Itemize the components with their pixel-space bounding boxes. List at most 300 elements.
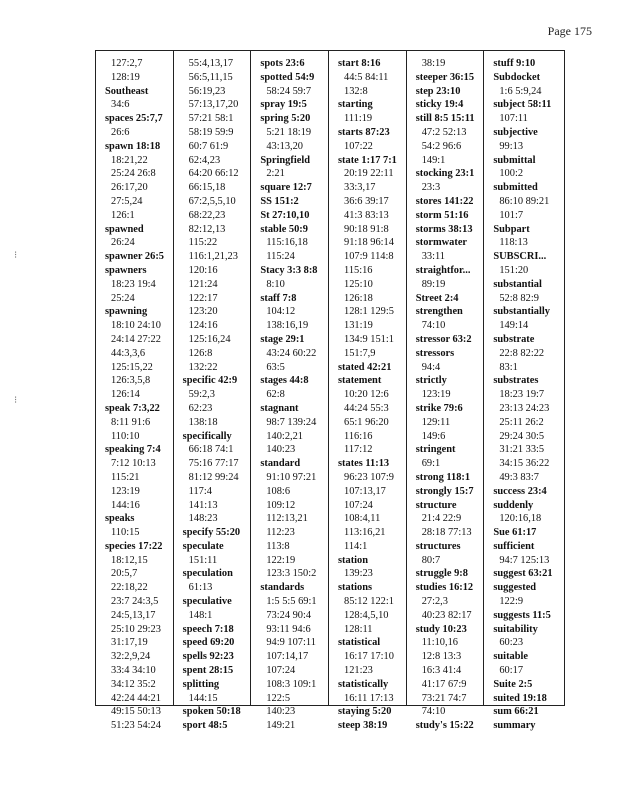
index-locator: 16:11 17:13 <box>344 692 394 704</box>
index-locator: 117:4 <box>188 485 212 497</box>
index-locator: 122:19 <box>266 554 296 566</box>
index-locator: 57:21 58:1 <box>188 113 234 125</box>
index-locator: 96:23 107:9 <box>344 471 394 483</box>
index-locator: 66:18 74:1 <box>188 444 234 456</box>
index-locator: 107:24 <box>344 499 373 511</box>
index-locator: 74:10 <box>421 706 446 718</box>
index-locator: 123:20 <box>188 306 218 318</box>
index-term: Sue 61:17 <box>493 527 537 539</box>
index-locator: 18:12,15 <box>111 554 148 566</box>
index-locator: 123:19 <box>111 485 140 497</box>
index-term: square 12:7 <box>260 182 312 194</box>
index-locator: 33:3,17 <box>344 182 376 194</box>
index-locator: 141:13 <box>188 499 218 511</box>
index-locator: 60:7 61:9 <box>188 140 229 152</box>
index-locator: 11:10,16 <box>421 637 458 649</box>
index-locator: 73:21 74:7 <box>421 692 467 704</box>
index-term: struggle 9:8 <box>415 568 468 580</box>
index-term: study 10:23 <box>415 623 467 635</box>
index-locator: 1:6 5:9,24 <box>499 85 542 97</box>
index-locator: 25:24 <box>111 292 135 304</box>
word-index-table <box>95 50 565 732</box>
index-locator: 117:12 <box>344 444 373 456</box>
index-term: starts 87:23 <box>338 126 390 138</box>
index-locator: 107:13,17 <box>344 485 386 497</box>
index-locator: 58:19 59:9 <box>188 126 234 138</box>
index-term: standards <box>260 582 305 594</box>
index-locator: 47:2 52:13 <box>421 126 467 138</box>
index-term: spawning <box>105 306 148 318</box>
index-locator: 55:4,13,17 <box>188 58 234 69</box>
index-term: stressors <box>415 347 455 359</box>
index-column-5 <box>407 51 485 732</box>
index-locator: 60:17 <box>499 665 524 677</box>
index-locator: 91:18 96:14 <box>344 237 394 249</box>
index-term: spawned <box>105 223 144 235</box>
index-term: structures <box>415 540 461 552</box>
index-term: spawners <box>105 264 147 276</box>
index-locator: 107:9 114:8 <box>344 251 394 263</box>
index-locator: 62:23 <box>188 402 213 414</box>
index-locator: 126:3,5,8 <box>111 375 151 387</box>
index-locator: 8:10 <box>266 278 285 290</box>
index-locator: 24:5,13,17 <box>111 609 156 621</box>
index-locator: 140:2,21 <box>266 430 304 442</box>
index-locator: 65:1 96:20 <box>344 416 389 428</box>
index-term: sufficient <box>493 540 535 552</box>
index-term: steep 38:19 <box>338 720 388 732</box>
index-locator: 2:21 <box>266 168 285 180</box>
index-term: spots 23:6 <box>260 58 305 69</box>
index-term: suggested <box>493 582 537 594</box>
index-locator: 59:2,3 <box>188 389 215 401</box>
index-locator: 54:2 96:6 <box>421 140 462 152</box>
index-locator: 151:20 <box>499 264 529 276</box>
index-locator: 108:6 <box>266 485 291 497</box>
index-locator: 115:22 <box>188 237 218 249</box>
index-locator: 140:23 <box>266 444 296 456</box>
index-term: speculate <box>182 540 224 552</box>
index-locator: 115:24 <box>266 251 295 263</box>
index-term: suitability <box>493 623 538 635</box>
index-term: suitable <box>493 651 529 663</box>
index-term: substrate <box>493 333 535 345</box>
index-term: starting <box>338 99 373 111</box>
index-locator: 94:9 107:11 <box>266 637 316 649</box>
index-term: storms 38:13 <box>415 223 473 235</box>
index-locator: 41:17 67:9 <box>421 678 467 690</box>
index-locator: 112:23 <box>266 527 295 539</box>
index-term: Street 2:4 <box>415 292 459 304</box>
index-locator: 115:21 <box>111 471 140 483</box>
index-term: speak 7:3,22 <box>105 402 160 414</box>
index-term: strongly 15:7 <box>415 485 474 497</box>
index-locator: 8:11 91:6 <box>111 416 151 428</box>
index-locator: 73:24 90:4 <box>266 609 312 621</box>
index-term: subject 58:11 <box>493 99 552 111</box>
index-locator: 122:17 <box>188 292 218 304</box>
index-locator: 104:12 <box>266 306 296 318</box>
index-term: states 11:13 <box>338 458 390 470</box>
index-term: sum 66:21 <box>493 706 539 718</box>
index-locator: 41:3 83:13 <box>344 209 389 221</box>
index-term: statement <box>338 375 382 387</box>
index-locator: 121:23 <box>344 665 373 677</box>
index-locator: 44:5 84:11 <box>344 71 389 83</box>
index-term: spent 28:15 <box>182 665 234 677</box>
index-locator: 123:19 <box>421 389 451 401</box>
index-locator: 138:16,19 <box>266 320 309 332</box>
index-locator: 128:19 <box>111 71 140 83</box>
index-locator: 90:18 91:8 <box>344 223 389 235</box>
index-term: Suite 2:5 <box>493 678 533 690</box>
index-locator: 85:12 122:1 <box>344 596 394 608</box>
index-locator: 126:8 <box>188 347 213 359</box>
index-locator: 93:11 94:6 <box>266 623 311 635</box>
index-term: spaces 25:7,7 <box>105 113 163 125</box>
index-locator: 140:23 <box>266 706 296 718</box>
index-locator: 20:19 22:11 <box>344 168 394 180</box>
index-locator: 120:16,18 <box>499 513 542 525</box>
index-term: strike 79:6 <box>415 402 463 414</box>
index-locator: 61:13 <box>188 582 213 594</box>
index-locator: 23:13 24:23 <box>499 402 550 414</box>
index-locator: 80:7 <box>421 554 441 566</box>
index-locator: 33:11 <box>421 251 445 263</box>
index-locator: 108:4,11 <box>344 513 381 525</box>
index-locator: 69:1 <box>421 458 441 470</box>
index-term: strictly <box>415 375 447 387</box>
index-term: spray 19:5 <box>260 99 307 111</box>
index-term: SUBSCRI... <box>493 251 547 263</box>
index-locator: 100:2 <box>499 168 524 180</box>
index-locator: 149:1 <box>421 154 446 166</box>
index-locator: 10:20 12:6 <box>344 389 389 401</box>
index-term: study's 15:22 <box>415 720 474 732</box>
index-term: speaking 7:4 <box>105 444 161 456</box>
index-locator: 18:21,22 <box>111 154 148 166</box>
index-locator: 25:24 26:8 <box>111 168 156 180</box>
index-term: St 27:10,10 <box>260 209 310 221</box>
index-term: spells 92:23 <box>182 651 234 663</box>
index-locator: 144:15 <box>188 692 218 704</box>
index-term: substantial <box>493 278 542 290</box>
index-locator: 148:1 <box>188 609 213 621</box>
index-locator: 110:10 <box>111 430 140 442</box>
index-locator: 101:7 <box>499 209 524 221</box>
index-locator: 113:8 <box>266 540 290 552</box>
index-term: speech 7:18 <box>182 623 234 635</box>
index-locator: 149:21 <box>266 720 296 732</box>
index-locator: 107:24 <box>266 665 296 677</box>
page-number: Page 175 <box>547 24 592 38</box>
index-locator: 151:7,9 <box>344 347 376 359</box>
index-locator: 25:10 29:23 <box>111 623 161 635</box>
index-term: strengthen <box>415 306 463 318</box>
index-term: suited 19:18 <box>493 692 547 704</box>
index-locator: 64:20 66:12 <box>188 168 239 180</box>
index-locator: 148:23 <box>188 513 218 525</box>
index-term: steeper 36:15 <box>415 71 475 83</box>
index-locator: 116:1,21,23 <box>188 251 238 263</box>
index-term: step 23:10 <box>415 85 461 97</box>
index-locator: 34:6 <box>111 99 130 111</box>
index-locator: 42:24 44:21 <box>111 692 161 704</box>
index-locator: 89:19 <box>421 278 446 290</box>
index-term: studies 16:12 <box>415 582 474 594</box>
index-locator: 132:22 <box>188 361 218 373</box>
index-locator: 129:11 <box>421 416 451 428</box>
index-locator: 74:10 <box>421 320 446 332</box>
index-locator: 31:21 33:5 <box>499 444 545 456</box>
index-locator: 21:4 22:9 <box>421 513 462 525</box>
index-locator: 22:18,22 <box>111 582 148 594</box>
index-locator: 40:23 82:17 <box>421 609 472 621</box>
index-locator: 99:13 <box>499 140 524 152</box>
index-locator: 122:5 <box>266 692 291 704</box>
index-term: spawner 26:5 <box>105 251 164 263</box>
index-locator: 23:3 <box>421 182 441 194</box>
index-term: station <box>338 554 369 566</box>
index-column-3 <box>251 51 329 732</box>
index-term: stations <box>338 582 373 594</box>
index-locator: 83:1 <box>499 361 518 373</box>
index-locator: 98:7 139:24 <box>266 416 317 428</box>
index-term: speculation <box>182 568 233 580</box>
index-locator: 43:13,20 <box>266 140 304 152</box>
index-locator: 23:7 24:3,5 <box>111 596 159 608</box>
index-locator: 58:24 59:7 <box>266 85 312 97</box>
index-locator: 151:11 <box>188 554 218 566</box>
index-locator: 149:14 <box>499 320 529 332</box>
index-locator: 62:4,23 <box>188 154 221 166</box>
index-term: speaks <box>105 513 135 525</box>
index-locator: 115:16,18 <box>266 237 308 249</box>
index-locator: 110:15 <box>111 527 140 539</box>
index-term: still 8:5 15:11 <box>415 113 475 125</box>
index-term: suggests 11:5 <box>493 609 551 621</box>
index-locator: 144:16 <box>111 499 140 511</box>
index-term: stuff 9:10 <box>493 58 536 69</box>
index-locator: 43:24 60:22 <box>266 347 317 359</box>
index-locator: 112:13,21 <box>266 513 308 525</box>
index-locator: 52:8 82:9 <box>499 292 539 304</box>
index-locator: 51:23 54:24 <box>111 720 161 732</box>
index-term: stocking 23:1 <box>415 168 475 180</box>
index-locator: 28:18 77:13 <box>421 527 472 539</box>
index-locator: 68:22,23 <box>188 209 226 221</box>
index-locator: 132:8 <box>344 85 368 97</box>
index-locator: 32:2,9,24 <box>111 651 151 663</box>
index-term: stated 42:21 <box>338 361 392 373</box>
index-locator: 49:3 83:7 <box>499 471 539 483</box>
index-term: substantially <box>493 306 550 318</box>
index-term: success 23:4 <box>493 485 547 497</box>
index-locator: 127:2,7 <box>111 58 143 69</box>
index-locator: 26:6 <box>111 126 130 138</box>
index-locator: 124:16 <box>188 320 218 332</box>
index-term: spoken 50:18 <box>182 706 241 718</box>
index-locator: 24:14 27:22 <box>111 333 161 345</box>
index-locator: 27:5,24 <box>111 195 143 207</box>
index-locator: 75:16 77:17 <box>188 458 239 470</box>
index-term: Stacy 3:3 8:8 <box>260 264 318 276</box>
index-term: spring 5:20 <box>260 113 311 125</box>
index-column-1 <box>96 51 174 732</box>
index-locator: 123:3 150:2 <box>266 568 317 580</box>
index-locator: 33:4 34:10 <box>111 665 156 677</box>
index-locator: 125:10 <box>344 278 373 290</box>
index-term: SS 151:2 <box>260 195 299 207</box>
index-locator: 34:12 35:2 <box>111 678 156 690</box>
index-term: splitting <box>182 678 220 690</box>
index-locator: 44:3,3,6 <box>111 347 146 359</box>
index-locator: 26:17,20 <box>111 182 148 194</box>
index-locator: 108:3 109:1 <box>266 678 317 690</box>
index-term: stressor 63:2 <box>415 333 472 345</box>
index-term: Springfield <box>260 154 310 166</box>
index-locator: 149:6 <box>421 430 446 442</box>
index-locator: 115:16 <box>344 264 373 276</box>
index-term: state 1:17 7:1 <box>338 154 397 166</box>
index-locator: 126:1 <box>111 209 135 221</box>
index-locator: 18:10 24:10 <box>111 320 161 332</box>
index-term: staff 7:8 <box>260 292 297 304</box>
index-term: speculative <box>182 596 232 608</box>
index-locator: 67:2,5,5,10 <box>188 195 236 207</box>
index-locator: 38:19 <box>421 58 446 69</box>
index-term: strong 118:1 <box>415 471 471 483</box>
index-locator: 22:8 82:22 <box>499 347 545 359</box>
index-term: Subdocket <box>493 71 541 83</box>
index-term: stringent <box>415 444 456 456</box>
index-term: stages 44:8 <box>260 375 309 387</box>
index-locator: 94:4 <box>421 361 441 373</box>
index-term: suggest 63:21 <box>493 568 553 580</box>
index-term: start 8:16 <box>338 58 381 69</box>
index-term: submitted <box>493 182 538 194</box>
index-locator: 118:13 <box>499 237 528 249</box>
index-locator: 121:24 <box>188 278 218 290</box>
index-term: spawn 18:18 <box>105 140 161 152</box>
index-locator: 25:11 26:2 <box>499 416 544 428</box>
index-locator: 134:9 151:1 <box>344 333 394 345</box>
index-locator: 94:7 125:13 <box>499 554 550 566</box>
index-locator: 126:14 <box>111 389 140 401</box>
index-locator: 1:5 5:5 69:1 <box>266 596 317 608</box>
index-locator: 27:2,3 <box>421 596 448 608</box>
index-locator: 49:15 50:13 <box>111 706 161 718</box>
index-term: Subpart <box>493 223 530 235</box>
margin-mark: ⁝ <box>14 395 18 406</box>
index-locator: 7:12 10:13 <box>111 458 156 470</box>
index-locator: 34:15 36:22 <box>499 458 550 470</box>
index-locator: 16:3 41:4 <box>421 665 462 677</box>
index-locator: 20:5,7 <box>111 568 138 580</box>
index-locator: 56:19,23 <box>188 85 226 97</box>
index-term: subjective <box>493 126 538 138</box>
index-locator: 120:16 <box>188 264 218 276</box>
index-term: submittal <box>493 154 536 166</box>
index-locator: 82:12,13 <box>188 223 226 235</box>
index-locator: 122:9 <box>499 596 524 608</box>
index-term: stable 50:9 <box>260 223 308 235</box>
index-term: species 17:22 <box>105 540 163 552</box>
index-locator: 113:16,21 <box>344 527 386 539</box>
index-term: speed 69:20 <box>182 637 235 649</box>
index-term: stagnant <box>260 402 299 414</box>
index-locator: 139:23 <box>344 568 373 580</box>
index-locator: 18:23 19:7 <box>499 389 545 401</box>
index-locator: 138:18 <box>188 416 218 428</box>
index-locator: 29:24 30:5 <box>499 430 545 442</box>
index-locator: 91:10 97:21 <box>266 471 317 483</box>
index-locator: 57:13,17,20 <box>188 99 239 111</box>
index-locator: 128:11 <box>344 623 373 635</box>
index-term: storm 51:16 <box>415 209 469 221</box>
index-locator: 44:24 55:3 <box>344 402 389 414</box>
index-locator: 66:15,18 <box>188 182 226 194</box>
index-locator: 81:12 99:24 <box>188 471 239 483</box>
index-locator: 62:8 <box>266 389 285 401</box>
index-column-6 <box>484 51 564 732</box>
index-locator: 56:5,11,15 <box>188 71 233 83</box>
index-locator: 5:21 18:19 <box>266 126 312 138</box>
index-locator: 109:12 <box>266 499 296 511</box>
index-locator: 63:5 <box>266 361 285 373</box>
index-column-4 <box>329 51 407 732</box>
index-term: staying 5:20 <box>338 706 392 718</box>
index-locator: 107:14,17 <box>266 651 309 663</box>
index-term: substrates <box>493 375 539 387</box>
index-term: summary <box>493 720 536 732</box>
index-locator: 111:19 <box>344 113 373 125</box>
index-locator: 125:15,22 <box>111 361 153 373</box>
index-locator: 86:10 89:21 <box>499 195 550 207</box>
index-term: stormwater <box>415 237 468 249</box>
index-locator: 31:17,19 <box>111 637 148 649</box>
index-term: specifically <box>182 430 232 442</box>
index-locator: 116:16 <box>344 430 373 442</box>
index-term: specify 55:20 <box>182 527 241 539</box>
index-locator: 128:4,5,10 <box>344 609 389 621</box>
index-locator: 126:18 <box>344 292 373 304</box>
index-term: statistical <box>338 637 381 649</box>
index-locator: 12:8 13:3 <box>421 651 462 663</box>
index-term: specific 42:9 <box>182 375 238 387</box>
index-term: Southeast <box>105 85 149 97</box>
index-locator: 107:11 <box>499 113 528 125</box>
index-term: sport 48:5 <box>182 720 228 732</box>
index-term: standard <box>260 458 301 470</box>
index-term: stores 141:22 <box>415 195 474 207</box>
margin-mark: ⁝ <box>14 250 18 261</box>
index-locator: 26:24 <box>111 237 135 249</box>
index-term: straightfor... <box>415 264 471 276</box>
index-locator: 131:19 <box>344 320 373 332</box>
index-column-2 <box>174 51 252 732</box>
index-term: sticky 19:4 <box>415 99 464 111</box>
index-term: statistically <box>338 678 389 690</box>
index-term: spotted 54:9 <box>260 71 315 83</box>
index-term: structure <box>415 499 457 511</box>
index-locator: 114:1 <box>344 540 368 552</box>
index-term: stage 29:1 <box>260 333 305 345</box>
index-locator: 18:23 19:4 <box>111 278 156 290</box>
index-term: suddenly <box>493 499 534 511</box>
index-locator: 128:1 129:5 <box>344 306 394 318</box>
index-locator: 107:22 <box>344 140 373 152</box>
